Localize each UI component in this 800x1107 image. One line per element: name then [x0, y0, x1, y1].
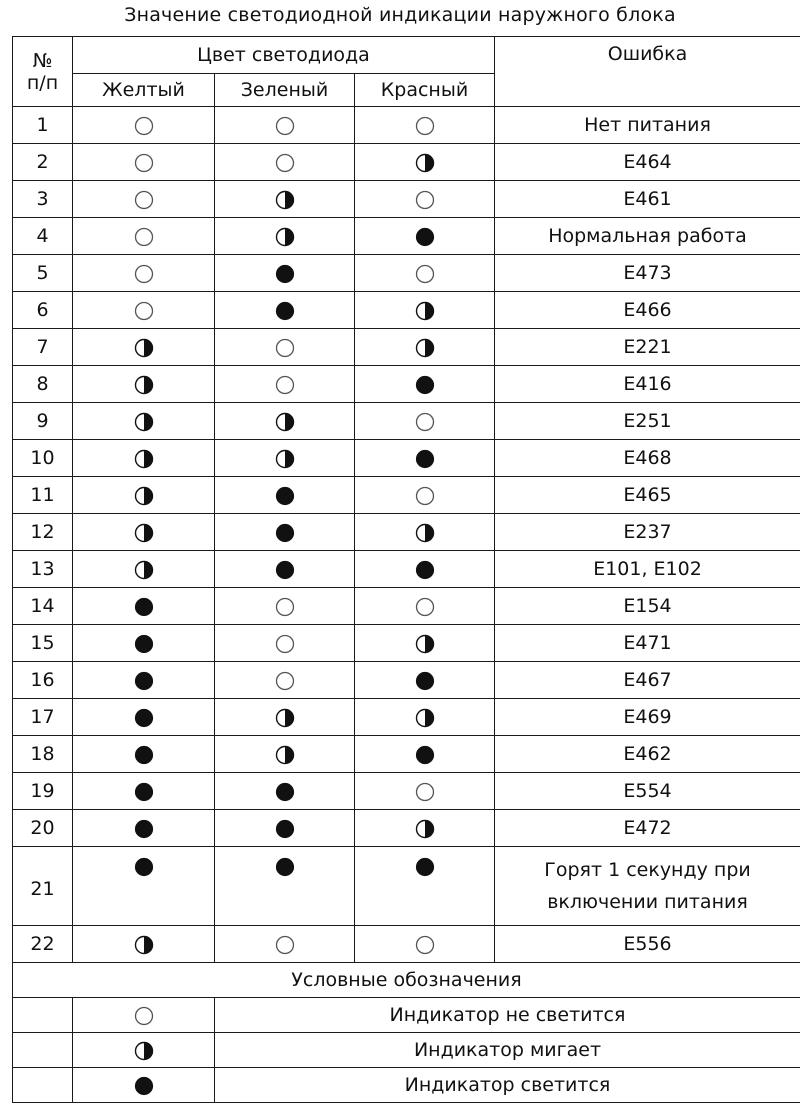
yellow-led-cell: [73, 292, 215, 329]
led-blink-icon: [415, 523, 435, 543]
error-text: E467: [623, 669, 672, 691]
error-cell: [495, 662, 800, 699]
table-row: [13, 403, 800, 440]
led-blink-icon: [275, 412, 295, 432]
green-led-cell: [215, 588, 355, 625]
led-blink-icon: [275, 227, 295, 247]
led-blink-icon: [415, 634, 435, 654]
green-led-cell: [215, 847, 355, 926]
red-led-cell: [355, 773, 495, 810]
led-blink-icon: [275, 708, 295, 728]
led-blink-icon: [415, 153, 435, 173]
error-text: E251: [623, 410, 672, 432]
led-off-icon: [134, 264, 154, 284]
led-off-icon: [415, 597, 435, 617]
red-led-cell: [355, 218, 495, 255]
error-cell: [495, 218, 800, 255]
led-blink-icon: [415, 708, 435, 728]
led-on-icon: [134, 634, 154, 654]
error-text: E464: [623, 151, 672, 173]
error-cell: [495, 588, 800, 625]
legend-title: Условные обозначения: [13, 963, 800, 998]
led-on-icon: [415, 857, 435, 877]
yellow-led-cell: [73, 477, 215, 514]
led-on-icon: [134, 857, 154, 877]
legend-blank-cell: [13, 1068, 73, 1103]
error-text: E416: [623, 373, 672, 395]
row-number: 4: [13, 218, 73, 255]
led-on-icon: [275, 301, 295, 321]
red-led-cell: [355, 181, 495, 218]
error-cell: [495, 181, 800, 218]
green-led-cell: [215, 810, 355, 847]
led-off-icon: [415, 116, 435, 136]
led-on-icon: [134, 597, 154, 617]
error-text: E465: [623, 484, 672, 506]
led-off-icon: [275, 338, 295, 358]
table-row: [13, 366, 800, 403]
row-number: 20: [13, 810, 73, 847]
green-led-cell: [215, 440, 355, 477]
led-on-icon: [415, 560, 435, 580]
error-cell: [495, 773, 800, 810]
legend-item: [13, 1033, 800, 1068]
red-led-cell: [355, 810, 495, 847]
red-led-cell: [355, 588, 495, 625]
red-led-cell: [355, 255, 495, 292]
led-off-icon: [134, 301, 154, 321]
led-blink-icon: [134, 412, 154, 432]
row-number: 8: [13, 366, 73, 403]
error-cell: [495, 292, 800, 329]
green-led-cell: [215, 477, 355, 514]
led-on-icon: [134, 708, 154, 728]
red-led-cell: [355, 144, 495, 181]
error-text: E461: [623, 188, 672, 210]
led-blink-icon: [134, 1041, 154, 1061]
red-led-cell: [355, 551, 495, 588]
row-number: 3: [13, 181, 73, 218]
green-led-cell: [215, 773, 355, 810]
yellow-led-cell: [73, 773, 215, 810]
yellow-led-cell: [73, 588, 215, 625]
led-off-icon: [134, 190, 154, 210]
green-led-cell: [215, 292, 355, 329]
legend-icon-cell: [73, 998, 215, 1033]
led-blink-icon: [134, 375, 154, 395]
legend-item: [13, 1068, 800, 1103]
yellow-led-cell: [73, 440, 215, 477]
error-text: E154: [623, 595, 672, 617]
error-cell: [495, 625, 800, 662]
red-led-cell: [355, 292, 495, 329]
led-off-icon: [275, 634, 295, 654]
table-row: [13, 514, 800, 551]
led-blink-icon: [134, 449, 154, 469]
green-led-cell: [215, 366, 355, 403]
num-header: [13, 37, 73, 107]
row-number: 15: [13, 625, 73, 662]
table-row: [13, 292, 800, 329]
yellow-led-cell: [73, 403, 215, 440]
error-cell: [495, 926, 800, 963]
yellow-led-cell: [73, 699, 215, 736]
led-on-icon: [134, 782, 154, 802]
red-led-cell: [355, 403, 495, 440]
led-off-icon: [415, 935, 435, 955]
led-off-icon: [415, 486, 435, 506]
green-led-cell: [215, 736, 355, 773]
yellow-led-cell: [73, 736, 215, 773]
green-led-cell: [215, 218, 355, 255]
error-cell: [495, 403, 800, 440]
error-text: E469: [623, 706, 672, 728]
table-row: [13, 218, 800, 255]
led-on-icon: [134, 745, 154, 765]
led-on-icon: [415, 227, 435, 247]
led-off-icon: [415, 190, 435, 210]
green-led-cell: [215, 926, 355, 963]
table-row: [13, 736, 800, 773]
led-blink-icon: [134, 560, 154, 580]
led-on-icon: [275, 560, 295, 580]
red-led-cell: [355, 477, 495, 514]
led-off-icon: [275, 116, 295, 136]
led-on-icon: [275, 264, 295, 284]
red-led-cell: [355, 329, 495, 366]
red-led-cell: [355, 699, 495, 736]
led-on-icon: [275, 486, 295, 506]
led-on-icon: [415, 375, 435, 395]
green-led-cell: [215, 514, 355, 551]
table-title: Значение светодиодной индикации наружного блока: [124, 4, 676, 26]
error-header: Ошибка: [495, 37, 800, 107]
error-text: Горят 1 секунду при: [544, 859, 751, 881]
green-led-cell: [215, 699, 355, 736]
row-number: 1: [13, 107, 73, 144]
error-cell: [495, 107, 800, 144]
led-on-icon: [415, 671, 435, 691]
led-off-icon: [275, 671, 295, 691]
yellow-led-cell: [73, 366, 215, 403]
error-cell: [495, 329, 800, 366]
green-led-cell: [215, 181, 355, 218]
legend-icon-cell: [73, 1068, 215, 1103]
legend-text: Индикатор не светится: [215, 998, 800, 1033]
row-number: 12: [13, 514, 73, 551]
table-row: [13, 477, 800, 514]
green-led-cell: [215, 255, 355, 292]
led-on-icon: [275, 523, 295, 543]
led-off-icon: [134, 153, 154, 173]
red-led-cell: [355, 625, 495, 662]
red-led-cell: [355, 736, 495, 773]
table-row: [13, 181, 800, 218]
num-header-line2: п/п: [26, 71, 59, 94]
error-cell: [495, 366, 800, 403]
error-cell: [495, 255, 800, 292]
row-number: 6: [13, 292, 73, 329]
green-led-cell: [215, 403, 355, 440]
error-text: E468: [623, 447, 672, 469]
green-led-cell: [215, 551, 355, 588]
led-blink-icon: [134, 486, 154, 506]
led-blink-icon: [275, 449, 295, 469]
led-off-icon: [134, 116, 154, 136]
error-cell: [495, 551, 800, 588]
error-cell: [495, 810, 800, 847]
table-row: [13, 625, 800, 662]
red-led-cell: [355, 662, 495, 699]
led-off-icon: [134, 1006, 154, 1026]
table-row: [13, 440, 800, 477]
led-blink-icon: [134, 338, 154, 358]
yellow-led-cell: [73, 926, 215, 963]
num-header-line1: №: [32, 49, 53, 72]
table-row: [13, 810, 800, 847]
error-text: E472: [623, 817, 672, 839]
led-off-icon: [415, 412, 435, 432]
error-text: E473: [623, 262, 672, 284]
led-on-icon: [134, 819, 154, 839]
error-text: E101, E102: [593, 558, 702, 580]
error-cell: [495, 514, 800, 551]
yellow-led-cell: [73, 514, 215, 551]
yellow-led-cell: [73, 218, 215, 255]
red-led-cell: [355, 926, 495, 963]
led-on-icon: [134, 1076, 154, 1096]
error-cell: [495, 440, 800, 477]
yellow-led-cell: [73, 181, 215, 218]
red-led-cell: [355, 847, 495, 926]
led-blink-icon: [415, 301, 435, 321]
led-off-icon: [275, 597, 295, 617]
table-row: [13, 144, 800, 181]
error-text: Нет питания: [584, 114, 711, 136]
row-number: 11: [13, 477, 73, 514]
row-number: 21: [13, 847, 73, 926]
led-on-icon: [415, 449, 435, 469]
led-off-icon: [415, 264, 435, 284]
green-led-cell: [215, 107, 355, 144]
led-blink-icon: [275, 745, 295, 765]
row-number: 13: [13, 551, 73, 588]
yellow-led-cell: [73, 625, 215, 662]
error-text: E221: [623, 336, 672, 358]
table-row: [13, 588, 800, 625]
table-row: [13, 699, 800, 736]
yellow-header: Желтый: [73, 74, 215, 107]
table-row: [13, 551, 800, 588]
error-cell: [495, 144, 800, 181]
table-row: [13, 662, 800, 699]
row-number: 16: [13, 662, 73, 699]
red-led-cell: [355, 514, 495, 551]
row-number: 18: [13, 736, 73, 773]
error-cell: [495, 847, 800, 926]
error-cell: [495, 736, 800, 773]
red-header: Красный: [355, 74, 495, 107]
yellow-led-cell: [73, 255, 215, 292]
led-off-icon: [415, 782, 435, 802]
error-text: E471: [623, 632, 672, 654]
table-row: [13, 329, 800, 366]
row-number: 2: [13, 144, 73, 181]
led-on-icon: [275, 782, 295, 802]
row-number: 19: [13, 773, 73, 810]
green-led-cell: [215, 144, 355, 181]
row-number: 7: [13, 329, 73, 366]
led-blink-icon: [415, 819, 435, 839]
error-cell: [495, 477, 800, 514]
green-led-cell: [215, 329, 355, 366]
red-led-cell: [355, 107, 495, 144]
yellow-led-cell: [73, 107, 215, 144]
legend-text: Индикатор мигает: [215, 1033, 800, 1068]
row-number: 17: [13, 699, 73, 736]
error-text: E237: [623, 521, 672, 543]
legend-blank-cell: [13, 1033, 73, 1068]
led-on-icon: [134, 671, 154, 691]
legend-icon-cell: [73, 1033, 215, 1068]
led-blink-icon: [134, 935, 154, 955]
error-text: E554: [623, 780, 672, 802]
led-off-icon: [134, 227, 154, 247]
color-group-header: Цвет светодиода: [73, 37, 495, 74]
yellow-led-cell: [73, 847, 215, 926]
yellow-led-cell: [73, 662, 215, 699]
led-on-icon: [415, 745, 435, 765]
yellow-led-cell: [73, 810, 215, 847]
error-text: E462: [623, 743, 672, 765]
led-blink-icon: [415, 338, 435, 358]
red-led-cell: [355, 440, 495, 477]
table-row: [13, 847, 800, 926]
error-text: E466: [623, 299, 672, 321]
legend-title-row: [13, 963, 800, 998]
led-off-icon: [275, 935, 295, 955]
table-row: [13, 107, 800, 144]
led-off-icon: [275, 375, 295, 395]
red-led-cell: [355, 366, 495, 403]
legend-blank-cell: [13, 998, 73, 1033]
yellow-led-cell: [73, 329, 215, 366]
led-blink-icon: [134, 523, 154, 543]
green-header: Зеленый: [215, 74, 355, 107]
led-off-icon: [275, 153, 295, 173]
legend-item: [13, 998, 800, 1033]
legend-text: Индикатор светится: [215, 1068, 800, 1103]
error-text: E556: [623, 933, 672, 955]
error-text-line2: включении питания: [547, 891, 748, 913]
led-on-icon: [275, 819, 295, 839]
table-row: [13, 773, 800, 810]
row-number: 9: [13, 403, 73, 440]
yellow-led-cell: [73, 551, 215, 588]
error-cell: [495, 699, 800, 736]
row-number: 5: [13, 255, 73, 292]
led-indication-table: [12, 36, 800, 1103]
green-led-cell: [215, 625, 355, 662]
row-number: 14: [13, 588, 73, 625]
error-text: Нормальная работа: [548, 225, 747, 247]
row-number: 22: [13, 926, 73, 963]
table-row: [13, 926, 800, 963]
yellow-led-cell: [73, 144, 215, 181]
led-blink-icon: [275, 190, 295, 210]
table-row: [13, 255, 800, 292]
header-row-1: [13, 37, 800, 74]
row-number: 10: [13, 440, 73, 477]
green-led-cell: [215, 662, 355, 699]
led-on-icon: [275, 857, 295, 877]
